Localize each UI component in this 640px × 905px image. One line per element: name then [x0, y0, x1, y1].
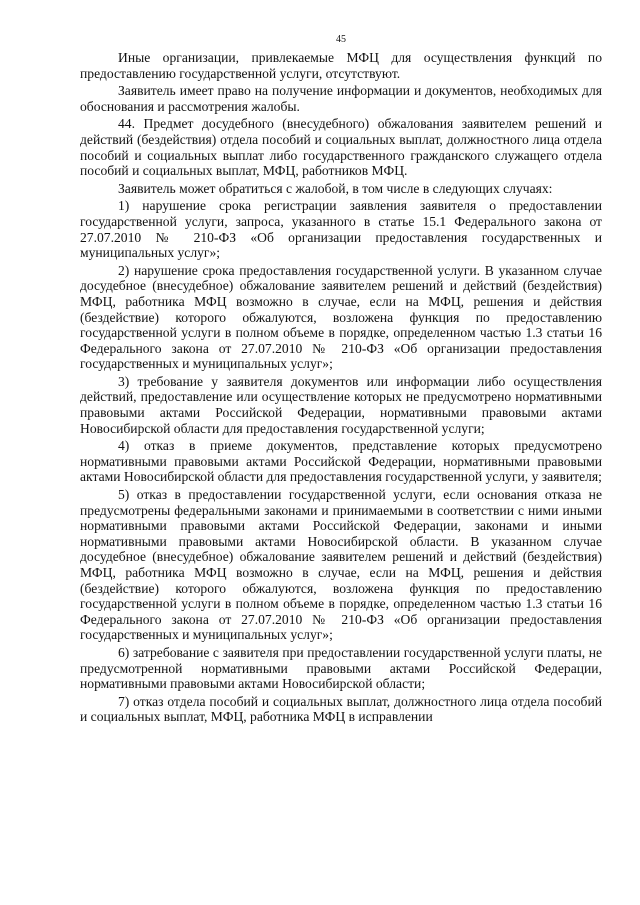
paragraph-case-5: 5) отказ в предоставлении государственной услуги, если основания отказа не предусмотрены федеральными законами и принимаемыми в соответствии с ними иными нормативными правовыми актами Российской Федерации, законами и иными нормативными правовыми актами Новосибирской области. В указанном случае досудебное (внесудебное) обжалование заявителем решений и действий (бездействия) МФЦ, работника МФЦ возможно в случае, если на МФЦ, решения и действия (бездействие) которого обжалуются, возложена функция по предоставлению государственной услуги в полном объеме в порядке, определенном частью 1.3 статьи 16 Федерального закона от 27.07.2010 № 210-ФЗ «Об организации предоставления государственных и муниципальных услуг»; — [80, 487, 602, 643]
paragraph-case-1: 1) нарушение срока регистрации заявления заявителя о предоставлении государственной услуги, запроса, указанного в статье 15.1 Федерального закона от 27.07.2010 № 210-ФЗ «Об организации предоставления государственных и муниципальных услуг»; — [80, 198, 602, 261]
paragraph-other-organizations: Иные организации, привлекаемые МФЦ для осуществления функций по предоставлению государственной услуги, отсутствуют. — [80, 50, 602, 81]
paragraph-case-7: 7) отказ отдела пособий и социальных выплат, должностного лица отдела пособий и социальных выплат, МФЦ, работника МФЦ в исправлении — [80, 693, 602, 725]
paragraph-right-to-information: Заявитель имеет право на получение информации и документов, необходимых для обоснования и рассмотрения жалобы. — [80, 83, 602, 114]
paragraph-case-4: 4) отказ в приеме документов, представление которых предусмотрено нормативными правовыми актами Российской Федерации, нормативными правовыми актами Новосибирской области для предоставления государственной услуги, у заявителя; — [80, 438, 602, 485]
document-body — [80, 50, 602, 725]
page-number: 45 — [336, 34, 346, 45]
paragraph-case-2: 2) нарушение срока предоставления государственной услуги. В указанном случае досудебное (внесудебное) обжалование заявителем решений и действий (бездействия) МФЦ, работника МФЦ возможно в случае, если на МФЦ, решения и действия (бездействие) которого обжалуются, возложена функция по предоставлению государственной услуги в полном объеме в порядке, определенном частью 1.3 статьи 16 Федерального закона от 27.07.2010 № 210-ФЗ «Об организации предоставления государственных и муниципальных услуг»; — [80, 262, 602, 372]
paragraph-case-3: 3) требование у заявителя документов или информации либо осуществления действий, предоставление или осуществление которых не предусмотрено нормативными правовыми актами Российской Федерации, нормативными правовыми актами Новосибирской области для предоставления государственной услуги; — [80, 373, 602, 436]
paragraph-complaint-cases-intro: Заявитель может обратиться с жалобой, в том числе в следующих случаях: — [118, 180, 553, 196]
paragraph-case-6: 6) затребование с заявителя при предоставлении государственной услуги платы, не предусмотренной нормативными правовыми актами Российской Федерации, нормативными правовыми актами Новосибирской области; — [80, 644, 602, 692]
paragraph-section-44: 44. Предмет досудебного (внесудебного) обжалования заявителем решений и действий (бездействия) отдела пособий и социальных выплат, должностного лица отдела пособий и социальных выплат либо государственного гражданского служащего отдела пособий и социальных выплат, МФЦ, работников МФЦ. — [80, 116, 602, 179]
